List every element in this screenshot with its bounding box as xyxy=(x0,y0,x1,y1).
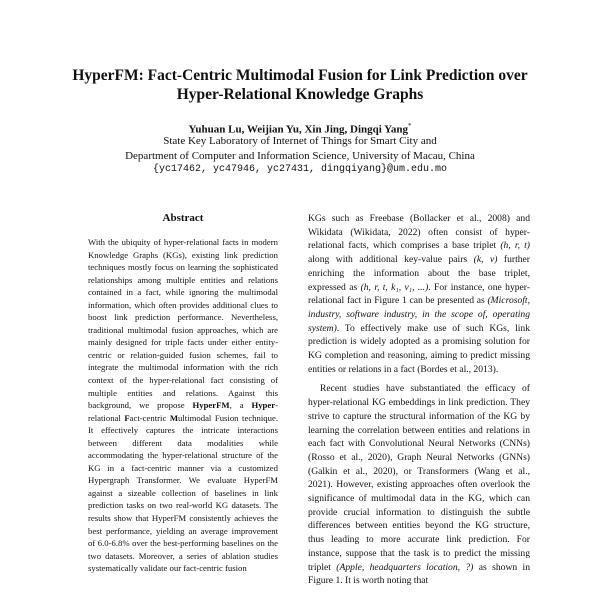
intro-p1-text-b: along with additional key-value pairs xyxy=(308,254,474,266)
affiliation-line-2: Department of Computer and Information Science, University of Macau, China xyxy=(125,150,475,162)
corresponding-mark: * xyxy=(408,122,412,130)
paper-title xyxy=(40,66,560,104)
intro-paragraph-1 xyxy=(308,212,530,376)
intro-p1-triplet: (h, r, t) xyxy=(500,240,530,252)
abstract-f: F xyxy=(124,412,130,423)
intro-p1-kv: (k, v) xyxy=(473,254,498,266)
introduction-column xyxy=(308,212,530,588)
abstract-heading: Abstract xyxy=(162,212,204,224)
intro-p1-text-e: . To effectively make use of such KGs, link prediction is widely adopted as a promising solution for KG completion and reasoning, aiming to predict missing entities or relations in a fact (Bordes et al., 2013). xyxy=(308,322,530,375)
intro-p2-example: (Apple, headquarters location, ?) xyxy=(336,561,474,573)
intro-p1-text-a: KGs such as Freebase (Bollacker et al., 2008) and Wikidata (Wikidata, 2022) often consist of hyper-relational facts, which comprises a base triplet xyxy=(308,213,530,252)
author-names: Yuhuan Lu, Weijian Yu, Xin Jing, Dingqi Yang xyxy=(188,123,408,136)
intro-p1-expr: (h, r, t, k₁, v₁, ...) xyxy=(360,281,429,293)
abstract-text-5: ultimodal Fusion technique. It effectively captures the intricate interactions between different data modalities while accommodating the hyper-relational structure of the KG in a fact-centric manner via a customized Hypergraph Transformer. We evaluate HyperFM against a sizeable collection of baselines in link prediction tasks on two real-world KG datasets. The results show that HyperFM consistently achieves the best performance, yielding an average improvement of 6.0-6.8% over the best-performing baselines on the two datasets. Moreover, a series of ablation studies systematically validate our fact-centric fusion xyxy=(88,412,279,574)
intro-p2-text-a: Recent studies have substantiated the efficacy of hyper-relational KG embeddings in link prediction. They strive to capture the structural information of the KG by learning the correlation between entities and relations in each fact with Convolutional Neural Networks (CNNs) (Rosso et al., 2020), Graph Neural Networks (GNNs) (Galkin et al., 2020), or Transformers (Wang et al., 2021). However, existing approaches often overlook the significance of multimodal data in the KG, which can provide crucial information to distinguish the subtle differences between entities beyond the KG structure, thus leading to more accurate link prediction. For instance, suppose that the task is to predict the missing triplet xyxy=(308,383,530,573)
intro-p2-text-b: as shown in Figure 1. It is worth noting that xyxy=(308,561,531,587)
abstract-text-1: With the ubiquity of hyper-relational facts in modern Knowledge Graphs (KGs), existing link prediction techniques mostly focus on learning the sophisticated relationships among multiple entities and relations contained in a fact, while ignoring the multimodal information, which often provides additional clues to boost link prediction performance. Nevertheless, traditional multimodal fusion approaches, which are mainly designed for triple facts under either entity-centric or relation-guided fusion schemes, fail to integrate the multimodal information with the rich context of the hyper-relational fact consisting of multiple entities and relations. Against this background, we propose xyxy=(88,237,278,411)
abstract-body xyxy=(88,236,278,575)
intro-p1-example: (Microsoft, industry, software industry, in the scope of, operating system) xyxy=(308,295,530,334)
abstract-text-4: act-centric xyxy=(129,412,170,423)
abstract-text-3: -relational xyxy=(88,400,278,423)
author-email: {yc17462, yc47946, yc27431, dingqiyang}@um.edu.mo xyxy=(152,164,448,175)
abstract-text-2: , a xyxy=(229,400,252,411)
abstract-m: M xyxy=(169,412,179,423)
affiliation-line-1: State Key Laboratory of Internet of Things for Smart City and xyxy=(163,135,437,147)
abstract-hyper: Hyper xyxy=(251,400,276,411)
intro-paragraph-2 xyxy=(308,382,530,588)
affiliation xyxy=(40,134,560,164)
intro-p1-text-c: further enriching the information about the base triplet, expressed as xyxy=(308,254,531,293)
abstract-hyperfm: HyperFM xyxy=(192,400,230,411)
title-line-1: HyperFM: Fact-Centric Multimodal Fusion for Link Prediction over xyxy=(72,67,528,84)
title-line-2: Hyper-Relational Knowledge Graphs xyxy=(176,86,424,103)
intro-p1-text-d: . For instance, one hyper-relational fact in Figure 1 can be presented as xyxy=(308,281,530,307)
